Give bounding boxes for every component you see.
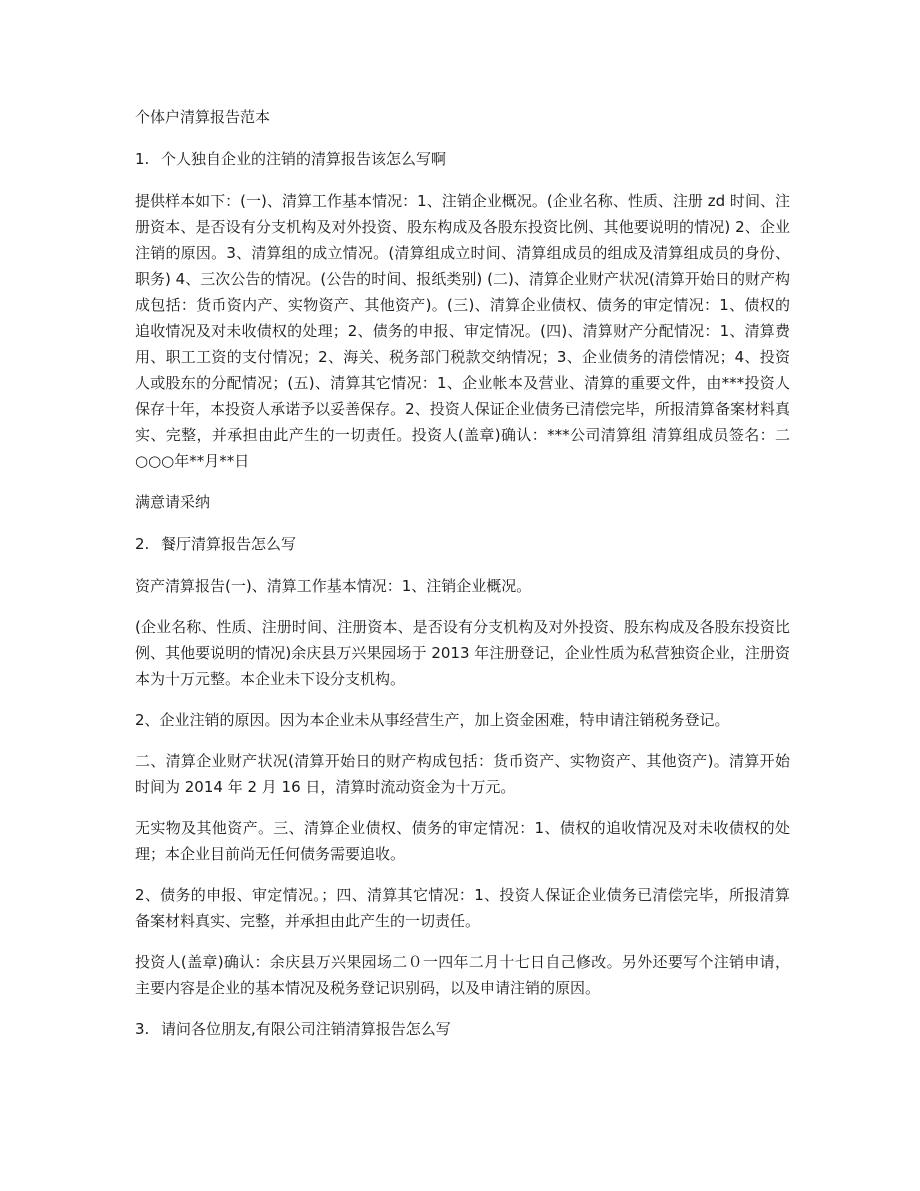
section-heading-2 [135, 531, 790, 557]
paragraph: 资产清算报告(一)、清算工作基本情况：1、注销企业概况。 [135, 577, 532, 595]
section-heading-text: 请问各位朋友,有限公司注销清算报告怎么写 [161, 1020, 451, 1038]
paragraph: 2、债务的申报、审定情况。；四、清算其它情况：1、投资人保证企业债务已清偿完毕，所报清算备案材料真实、完整，并承担由此产生的一切责任。 [135, 886, 790, 930]
paragraph: 投资人(盖章)确认：余庆县万兴果园场二０一四年二月十七日自己修改。另外还要写个注销申请，主要内容是企业的基本情况及税务登记识别码，以及申请注销的原因。 [135, 953, 790, 997]
paragraph: 二、清算企业财产状况(清算开始日的财产构成包括：货币资产、实物资产、其他资产)。清算开始时间为 2014 年 2 月 16 日，清算时流动资金为十万元。 [135, 752, 790, 796]
section-number: 1. [135, 150, 150, 168]
section-heading-3 [135, 1016, 790, 1042]
paragraph-note: 满意请采纳 [135, 493, 211, 511]
document-page [135, 104, 790, 1058]
document-title: 个体户清算报告范本 [135, 108, 271, 126]
paragraph: 2、企业注销的原因。因为本企业未从事经营生产，加上资金困难，特申请注销税务登记。 [135, 711, 730, 729]
section-heading-text: 餐厅清算报告怎么写 [161, 535, 297, 553]
paragraph-sample-report: 提供样本如下：(一)、清算工作基本情况：1、注销企业概况。(企业名称、性质、注册 zd 时间、注册资本、是否设有分支机构及对外投资、股东构成及各股东投资比例、其他要说明的情况) 2、企业注销的原因。3、清算组的成立情况。(清算组成立时间、清算组成员的组成及清算组成员的身份、职务) 4、三次公告的情况。(公告的时间、报纸类别) (二)、清算企业财产状况(清算开始日的财产构成包括：货币资内产、实物资产、其他资产)。(三)、清算企业债权、债务的审定情况：1、债权的追收情况及对未收债权的处理；2、债务的申报、审定情况。(四)、清算财产分配情况：1、清算费用、职工工资的支付情况；2、海关、税务部门税款交纳情况；3、企业债务的清偿情况；4、投资人或股东的分配情况；(五)、清算其它情况：1、企业帐本及营业、清算的重要文件，由***投资人保存十年，本投资人承诺予以妥善保存。2、投资人保证企业债务已清偿完毕，所报清算备案材料真实、完整，并承担由此产生的一切责任。投资人(盖章)确认：***公司清算组 清算组成员签名：二○○○年**月**日 [135, 192, 790, 470]
section-number: 3. [135, 1020, 150, 1038]
paragraph: (企业名称、性质、注册时间、注册资本、是否设有分支机构及对外投资、股东构成及各股东投资比例、其他要说明的情况)余庆县万兴果园场于 2013 年注册登记，企业性质为私营独资企业，注册资本为十万元整。本企业未下设分支机构。 [135, 618, 790, 688]
section-number: 2. [135, 535, 150, 553]
paragraph: 无实物及其他资产。三、清算企业债权、债务的审定情况：1、债权的追收情况及对未收债权的处理；本企业目前尚无任何债务需要追收。 [135, 819, 790, 863]
section-heading-1 [135, 146, 790, 172]
section-heading-text: 个人独自企业的注销的清算报告该怎么写啊 [161, 150, 447, 168]
